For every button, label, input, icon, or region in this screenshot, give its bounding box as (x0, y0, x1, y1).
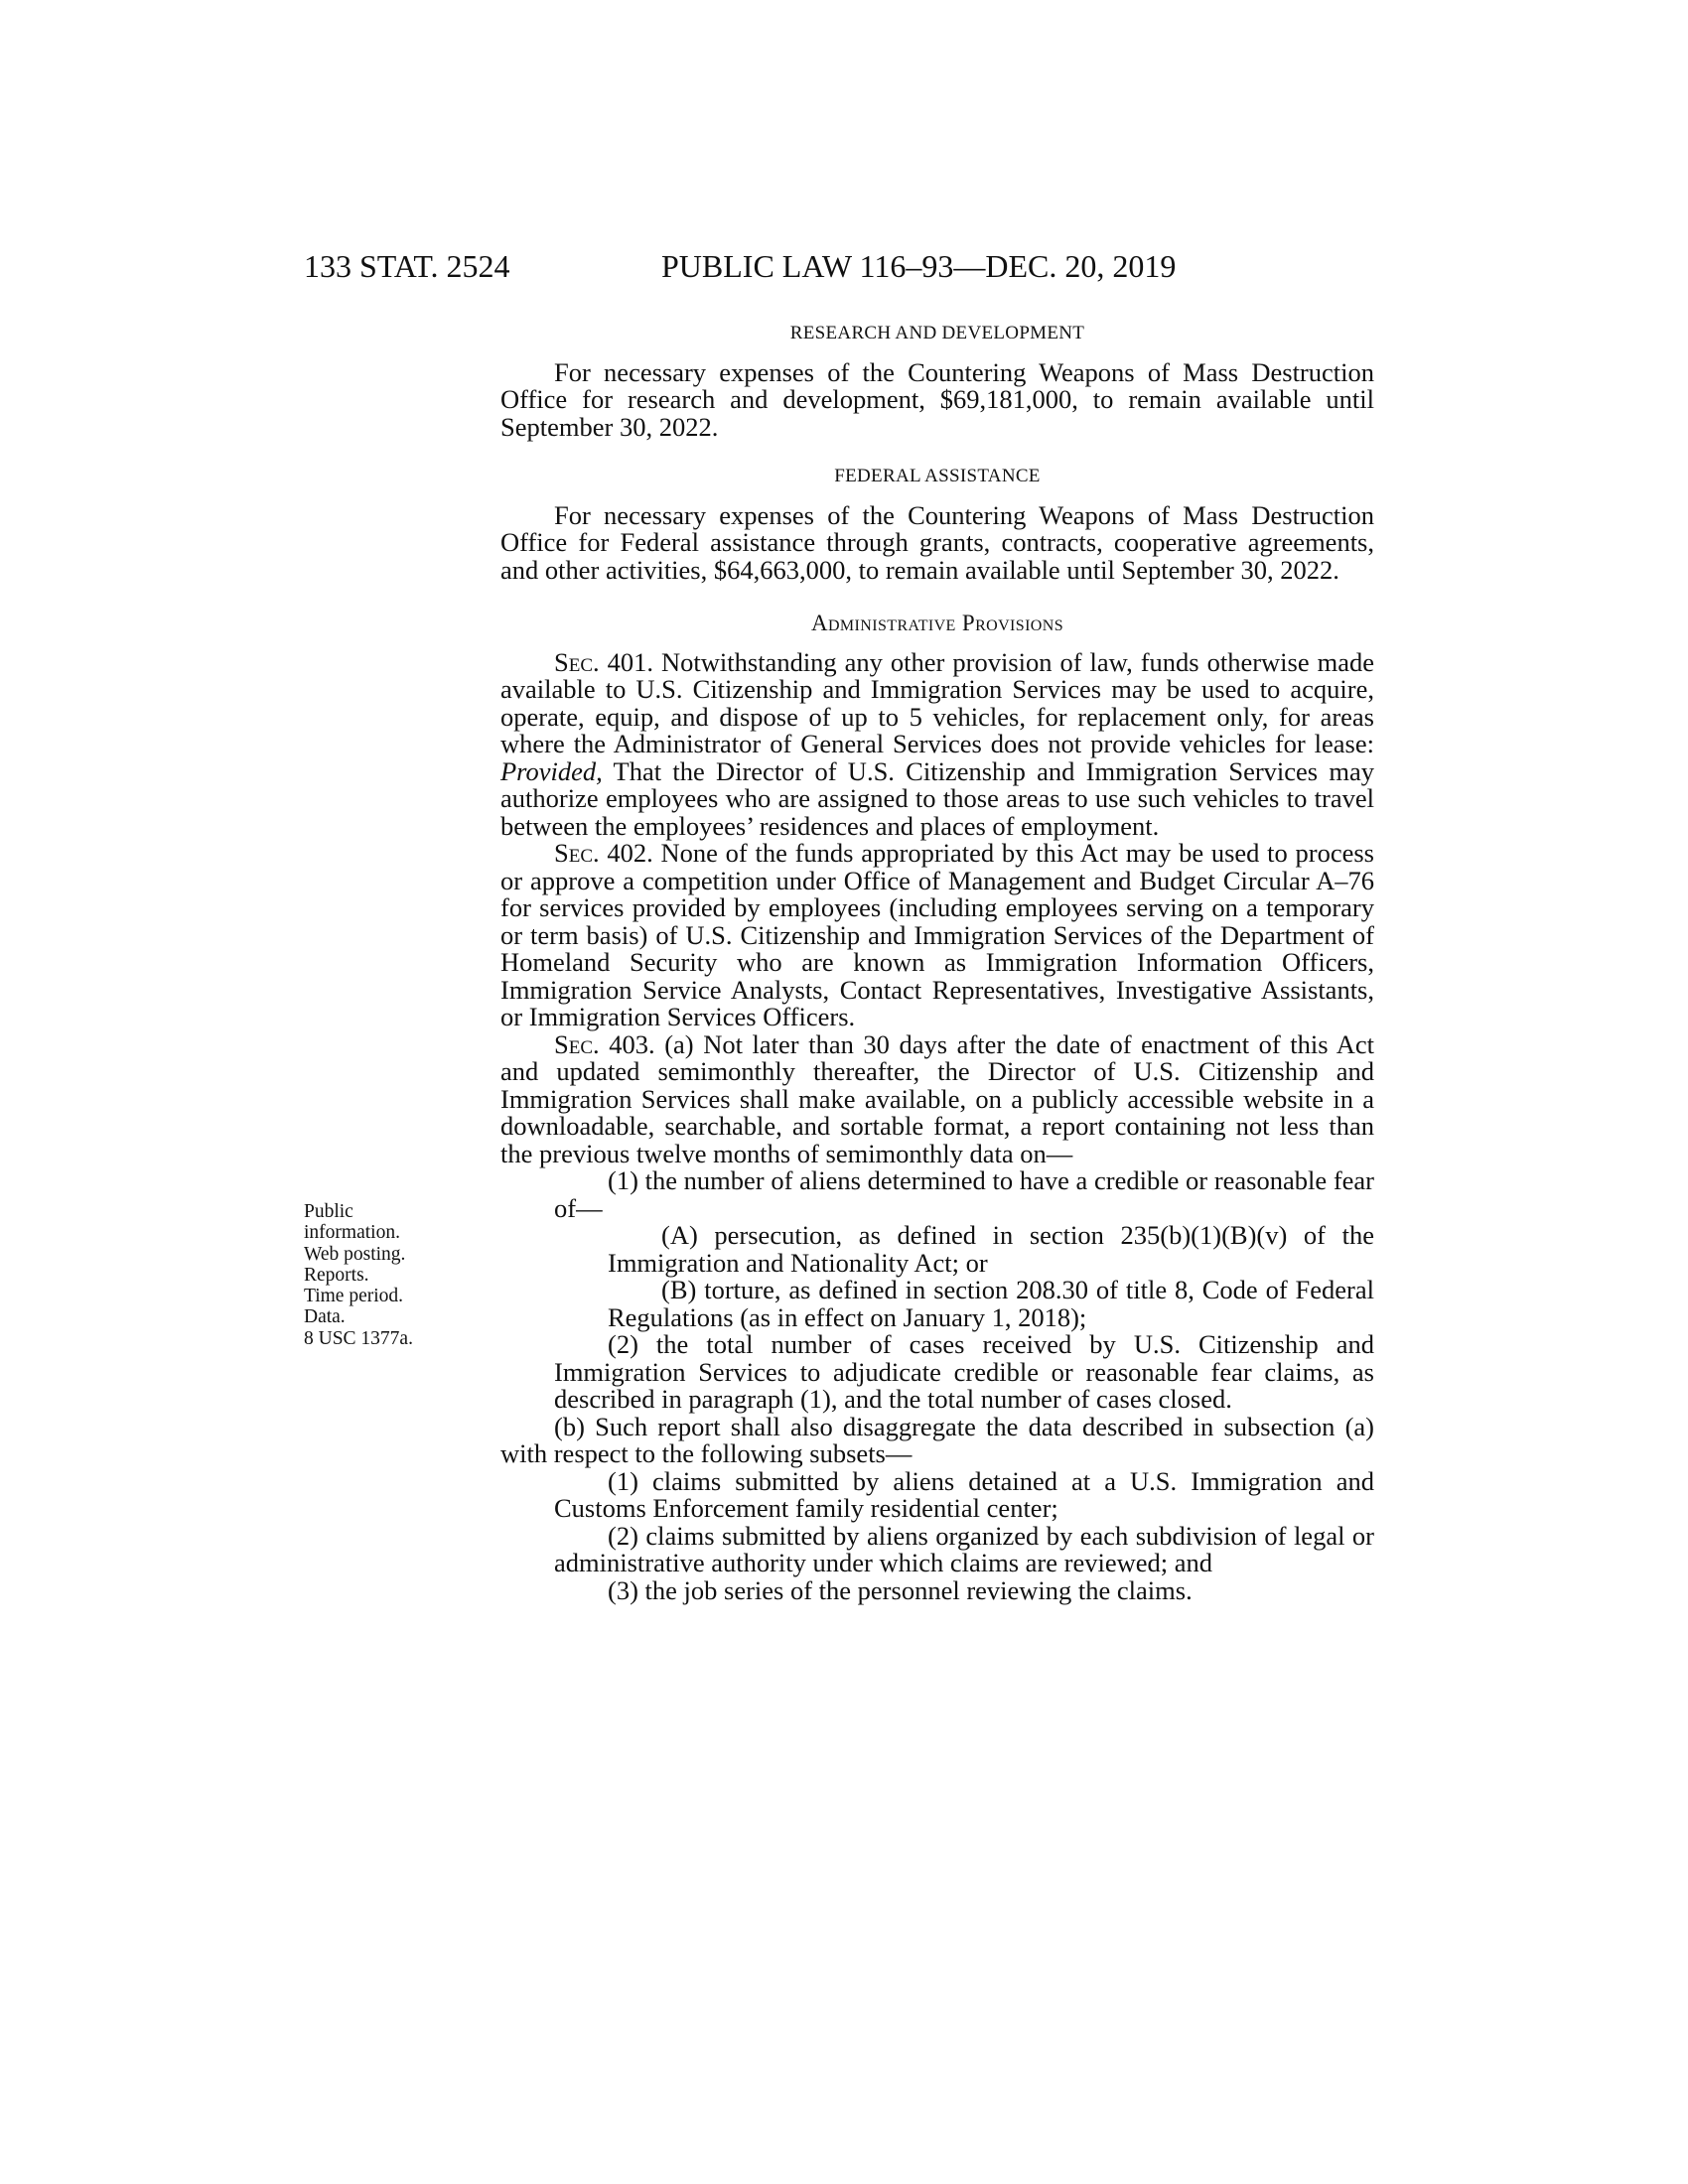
section-label: Sec. 401. (554, 646, 654, 677)
margin-note-line: 8 USC 1377a. (304, 1327, 413, 1349)
federal-assistance-paragraph: For necessary expenses of the Countering Weapons of Mass Destruction Office for Federal assistance through grants, contracts, cooperative agreements, and other activities, $64,663,000, to remain available until September 30, 2022. (500, 499, 1374, 585)
paragraph-b1: (1) claims submitted by aliens detained at a U.S. Immigration and Customs Enforcement family residential center; (554, 1465, 1374, 1523)
subparagraph-a1A: (A) persecution, as defined in section 235(b)(1)(B)(v) of the Immigration and Nationality Act; or (608, 1220, 1374, 1278)
body-column (500, 320, 1374, 1604)
margin-note-line: Reports. (304, 1264, 369, 1286)
section-label: Sec. 403. (554, 1028, 655, 1059)
section-401-proviso: Provided, (500, 755, 603, 786)
subparagraph-a1B: (B) torture, as defined in section 208.30 of title 8, Code of Federal Regulations (as in effect on January 1, 2018); (608, 1275, 1374, 1332)
section-403-text: (a) Not later than 30 days after the date of enactment of this Act and updated semimonthly thereafter, the Director of U.S. Citizenship and Immigration Services shall make available, on a publicly accessible website in a downloadable, searchable, and sortable format, a report containing not less than the previous twelve months of semimonthly data on— (500, 1028, 1374, 1168)
margin-note-line: Time period. (304, 1286, 404, 1307)
page-header (304, 248, 1370, 288)
section-402 (500, 840, 1374, 1031)
section-402-text: None of the funds appropriated by this Act may be used to process or approve a competition under Office of Management and Budget Circular A–76 for services provided by employees (including employees serving on a temporary or term basis) of U.S. Citizenship and Immigration Services of the Department of Homeland Security who are known as Immigration Information Officers, Immigration Service Analysts, Contact Representatives, Investigative Assistants, or Immigration Services Officers. (500, 838, 1374, 1031)
paragraph-b2: (2) claims submitted by aliens organized by each subdivision of legal or administrative authority under which claims are reviewed; and (554, 1520, 1374, 1577)
margin-note-line: information. (304, 1222, 400, 1244)
section-401-text-b: That the Director of U.S. Citizenship and Immigration Services may authorize employees who are assigned to those areas to use such vehicles to travel between the employees’ residences and places of employment. (500, 755, 1374, 841)
research-paragraph: For necessary expenses of the Countering Weapons of Mass Destruction Office for research and development, $69,181,000, to remain available until September 30, 2022. (500, 356, 1374, 442)
paragraph-a1: (1) the number of aliens determined to have a credible or reasonable fear of— (554, 1165, 1374, 1223)
margin-note-line: Web posting. (304, 1243, 406, 1265)
section-401 (500, 646, 1374, 841)
heading-administrative-provisions: Administrative Provisions (810, 611, 1064, 635)
public-law-title: PUBLIC LAW 116–93—DEC. 20, 2019 (661, 248, 1177, 284)
paragraph-a2: (2) the total number of cases received by U.S. Citizenship and Immigration Services to adjudicate credible or reasonable fear claims, as described in paragraph (1), and the total number of cases closed. (554, 1329, 1374, 1414)
stat-citation: 133 STAT. 2524 (304, 248, 510, 284)
section-401-text-a: Notwithstanding any other provision of law, funds otherwise made available to U.S. Citizenship and Immigration Services may be used to acquire, operate, equip, and dispose of up to 5 vehicles, for replacement only, for areas where the Administrator of General Services does not provide vehicles for lease: (500, 646, 1374, 758)
margin-note-line: Data. (304, 1306, 346, 1328)
section-label: Sec. 402. (554, 838, 653, 868)
subsection-b: (b) Such report shall also disaggregate the data described in subsection (a) with respect to the following subsets— (500, 1411, 1374, 1468)
heading-research: RESEARCH AND DEVELOPMENT (789, 323, 1085, 343)
paragraph-b3: (3) the job series of the personnel reviewing the claims. (608, 1574, 1193, 1605)
margin-note (304, 1201, 463, 1349)
margin-note-line: Public (304, 1201, 353, 1222)
heading-federal-assistance: FEDERAL ASSISTANCE (834, 466, 1041, 486)
section-403 (500, 1028, 1374, 1168)
